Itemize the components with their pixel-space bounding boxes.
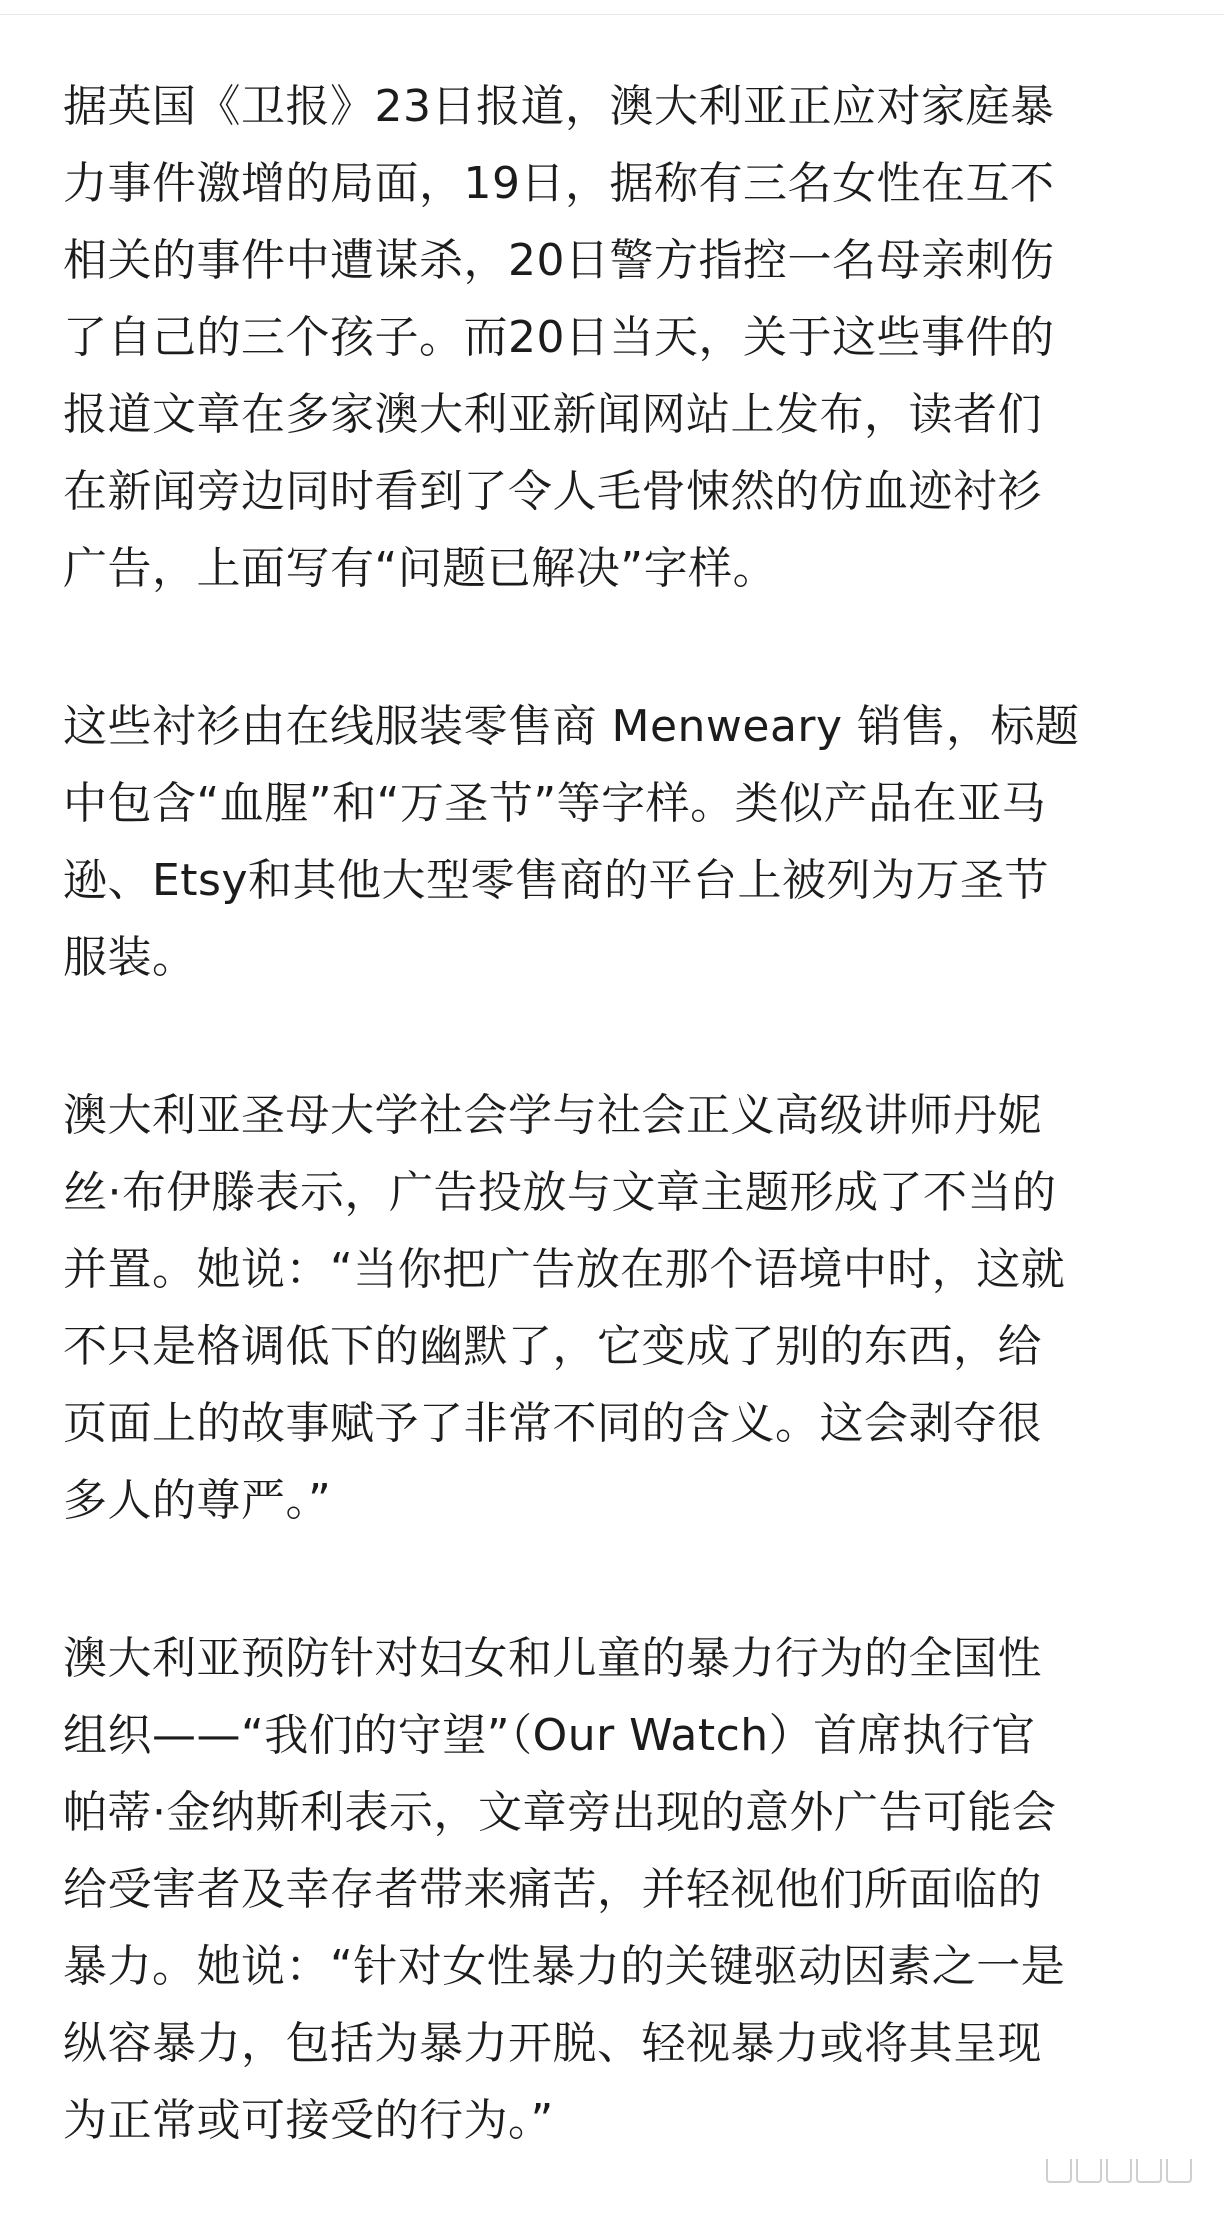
paragraph-3 (63, 1077, 1175, 1539)
text-line: 帕蒂·金纳斯利表示，文章旁出现的意外广告可能会 (63, 1787, 1057, 1838)
watermark-mark-icon (1136, 2159, 1162, 2183)
paragraph-4 (63, 1620, 1175, 2159)
text-line: 暴力。她说：“针对女性暴力的关键驱动因素之一是 (63, 1941, 1066, 1992)
watermark-mark-icon (1106, 2159, 1132, 2183)
article-body (63, 68, 1175, 2240)
text-line: 逊、Etsy和其他大型零售商的平台上被列为万圣节 (63, 855, 1050, 906)
watermark (1046, 2159, 1192, 2183)
paragraph-2 (63, 688, 1175, 996)
text-line: 为正常或可接受的行为。” (63, 2095, 554, 2146)
text-line: 相关的事件中遭谋杀，20日警方指控一名母亲刺伤 (63, 235, 1055, 286)
text-line: 不只是格调低下的幽默了，它变成了别的东西，给 (63, 1321, 1042, 1372)
text-line: 纵容暴力，包括为暴力开脱、轻视暴力或将其呈现 (63, 2018, 1042, 2069)
text-line: 组织——“我们的守望”（Our Watch）首席执行官 (63, 1710, 1036, 1761)
text-line: 丝·布伊滕表示，广告投放与文章主题形成了不当的 (63, 1167, 1057, 1218)
text-line: 了自己的三个孩子。而20日当天，关于这些事件的 (63, 312, 1055, 363)
text-line: 澳大利亚预防针对妇女和儿童的暴力行为的全国性 (63, 1633, 1042, 1684)
text-line: 多人的尊严。” (63, 1475, 332, 1526)
watermark-mark-icon (1166, 2159, 1192, 2183)
text-line: 广告，上面写有“问题已解决”字样。 (63, 543, 778, 594)
top-divider (0, 14, 1224, 15)
text-line: 中包含“血腥”和“万圣节”等字样。类似产品在亚马 (63, 778, 1047, 829)
text-line: 力事件激增的局面，19日，据称有三名女性在互不 (63, 158, 1055, 209)
text-line: 在新闻旁边同时看到了令人毛骨悚然的仿血迹衬衫 (63, 466, 1042, 517)
watermark-mark-icon (1046, 2159, 1072, 2183)
text-line: 给受害者及幸存者带来痛苦，并轻视他们所面临的 (63, 1864, 1042, 1915)
text-line: 页面上的故事赋予了非常不同的含义。这会剥夺很 (63, 1398, 1042, 1449)
text-line: 并置。她说：“当你把广告放在那个语境中时，这就 (63, 1244, 1066, 1295)
text-line: 报道文章在多家澳大利亚新闻网站上发布，读者们 (63, 389, 1042, 440)
text-line: 这些衬衫由在线服装零售商 Menweary 销售，标题 (63, 701, 1080, 752)
text-line: 澳大利亚圣母大学社会学与社会正义高级讲师丹妮 (63, 1090, 1042, 1141)
paragraph-1 (63, 68, 1175, 607)
text-line: 据英国《卫报》23日报道，澳大利亚正应对家庭暴 (63, 81, 1055, 132)
watermark-mark-icon (1076, 2159, 1102, 2183)
text-line: 服装。 (63, 932, 197, 983)
